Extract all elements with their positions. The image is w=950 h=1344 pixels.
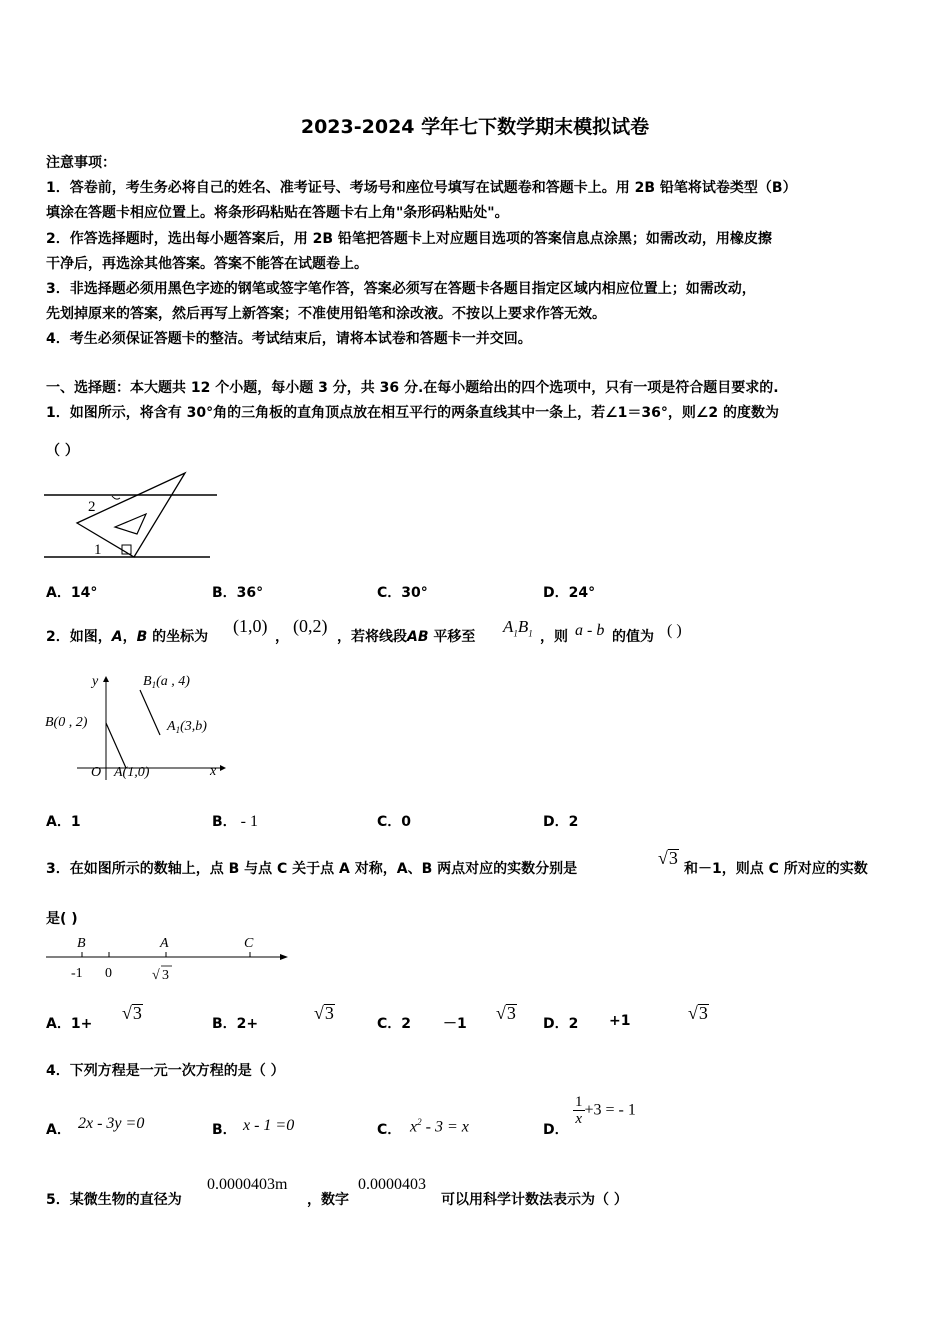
label-sqrt3-value: 3 [162,968,169,983]
notes-line: 填涂在答题卡相应位置上。将条形码粘贴在答题卡右上角"条形码粘贴处"。 [46,205,509,221]
q2-coord-a: (1,0) [233,616,268,636]
q4-option-d[interactable] [573,1094,636,1127]
q5-value-1: 0.0000403m [207,1176,288,1193]
q2-mid1: 的坐标为 [147,629,209,645]
segment-a1b1 [140,690,160,735]
q4-option-a[interactable]: 2x - 3y =0 [78,1115,145,1132]
question-3-text-pre: 3．在如图所示的数轴上，点 B 与点 C 关于点 A 对称，A、B 两点对应的实数分别是 [46,861,578,877]
q4-option-d-rest: +3 = - 1 [584,1101,636,1119]
q1-option-a[interactable]: A．14° [46,585,98,601]
segment-ab [106,723,126,768]
q1-option-c[interactable]: C．30° [377,585,428,601]
q3-option-b-sqrt: √3 [313,1003,334,1023]
q3-option-d-sqrt: √3 [687,1003,708,1023]
notes-line: 2．作答选择题时，选出每小题答案后，用 2B 铅笔把答题卡上对应题目选项的答案信息点涂黑；如需改动，用橡皮擦 [46,231,772,247]
q1-option-b[interactable]: B．36° [212,585,264,601]
q2-option-a[interactable]: A．1 [46,814,81,830]
point-a1-label: $A_1(3,b)$ [167,719,207,735]
q3-option-d[interactable]: D．2 [543,1016,579,1032]
q2-point-a: A [111,629,123,645]
question-2-text [46,626,208,646]
q1-option-d[interactable]: D．24° [543,585,596,601]
q2-segment-a1b1: $A_1B_1$ [503,617,533,639]
q4-option-c-label[interactable]: C． [377,1122,402,1138]
q2-coord-b: (0,2) [293,616,328,636]
q3-option-c[interactable]: C．2 [377,1016,412,1032]
label-b: B [77,936,86,951]
triangle-ruler-inner [115,514,146,534]
page-title: 2023-2024 学年七下数学期末模拟试卷 [300,116,650,138]
q3-option-b[interactable]: B．2+ [212,1016,259,1032]
q2-option-d[interactable]: D．2 [543,814,579,830]
notes-heading: 注意事项： [46,155,116,171]
q4-option-a-label[interactable]: A． [46,1122,71,1138]
q2-option-b[interactable]: B． - 1 [212,813,258,830]
question-5-mid: ，数字 [307,1192,349,1208]
question-1-text: 1．如图所示，将含有 30°角的三角板的直角顶点放在相互平行的两条直线其中一条上，若∠1＝36°，则∠2 的度数为 [46,405,780,421]
q2-point-b: B [136,629,148,645]
q2-sep: ， [275,629,289,645]
q3-option-d-post: +1 [609,1013,631,1029]
q2-mid3-text: 平移至 [428,629,476,645]
question-2-figure [42,668,242,786]
question-5-post: 可以用科学计数法表示为（ ） [441,1192,628,1208]
x-axis-label: x [210,764,217,779]
notes-line: 4．考生必须保证答题卡的整洁。考试结束后，请将本试卷和答题卡一并交回。 [46,331,532,347]
question-1-figure [42,470,222,565]
angle-label-1: 1 [94,542,102,558]
q4-option-d-fraction: $\frac{1}{x}$ [575,1094,583,1127]
angle-2-arc [112,496,120,499]
q2-tail: 的值为 [612,629,654,645]
q4-option-b[interactable]: x - 1 =0 [243,1117,295,1134]
q2-mid2 [337,626,475,646]
q3-option-c-sqrt: √3 [495,1003,516,1023]
q2-comma: ， [122,629,137,645]
label-zero: 0 [105,966,112,981]
question-3-number-line [42,932,292,988]
origin-label: O [91,765,102,780]
q2-paren: ( ) [667,622,682,639]
q5-value-2: 0.0000403 [358,1176,426,1193]
point-b1-label: $B_1(a$ , 4) [143,674,190,690]
question-4-text: 4．下列方程是一元一次方程的是（ ） [46,1063,285,1079]
q2-segment-ab: AB [407,629,429,645]
q4-option-b-label[interactable]: B． [212,1122,237,1138]
angle-label-2: 2 [88,499,96,515]
q4-option-c[interactable]: $x^2 - 3 = x$ [410,1117,469,1136]
x-axis-arrow [220,765,226,771]
q2-option-c[interactable]: C．0 [377,814,412,830]
notes-line: 3．非选择题必须用黑色字迹的钢笔或签字笔作答，答案必须写在答题卡各题目指定区域内相应位置上；如需改动， [46,281,756,297]
point-b-label: B(0 , 2) [45,715,88,730]
label-neg1: -1 [71,966,83,981]
q3-sqrt3: √3 [658,848,678,868]
section-heading: 一、选择题：本大题共 12 个小题，每小题 3 分，共 36 分.在每小题给出的四个选项中，只有一项是符合题目要求的. [46,380,779,396]
notes-line: 1．答卷前，考生务必将自己的姓名、准考证号、考场号和座位号填写在试题卷和答题卡上。用 2B 铅笔将试卷类型（B） [46,180,797,196]
q2-option-b-value: - 1 [240,813,258,830]
question-5-pre: 5．某微生物的直径为 [46,1192,182,1208]
number-line-arrow [280,954,288,960]
q3-option-c-post: －1 [443,1016,467,1032]
q3-option-a[interactable]: A．1+ [46,1016,93,1032]
point-a-label: A(1,0) [114,765,150,780]
y-axis-arrow [103,676,109,682]
label-a: A [160,936,169,951]
q4-option-d-label[interactable]: D． [543,1122,569,1138]
label-sqrt3-sign: √ [152,968,160,983]
q2-expression: a - b [575,622,605,639]
q2-mid4: ，则 [540,629,568,645]
q2-pre: 2．如图， [46,629,112,645]
question-1-paren: （ ） [46,443,79,459]
y-axis-label: y [92,674,99,689]
q3-option-a-sqrt: √3 [121,1003,142,1023]
q2-mid2-text: ，若将线段 [337,629,407,645]
question-3-text-post: 和－1，则点 C 所对应的实数 [684,861,868,877]
label-c: C [244,936,254,951]
notes-line: 先划掉原来的答案，然后再写上新答案；不准使用铅笔和涂改液。不按以上要求作答无效。 [46,306,606,322]
question-3-line2: 是( ) [46,911,78,927]
notes-line: 干净后，再选涂其他答案。答案不能答在试题卷上。 [46,256,368,272]
